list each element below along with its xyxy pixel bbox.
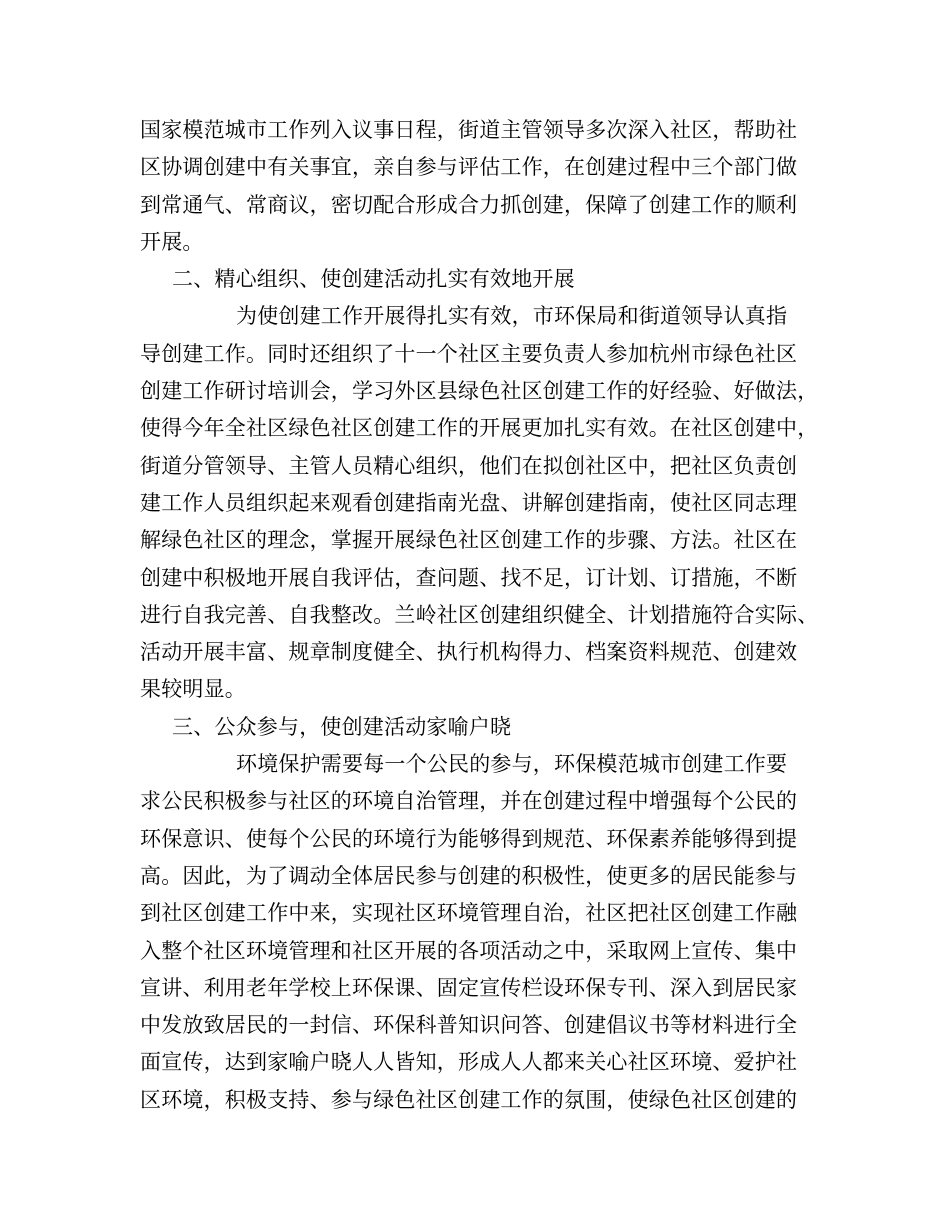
text-line: 创建中积极地开展自我评估，查问题、找不足，订计划、订措施，不断 [140, 565, 798, 590]
text-line: 街道分管领导、主管人员精心组织，他们在拟创社区中，把社区负责创 [140, 453, 798, 478]
text-line: 入整个社区环境管理和社区开展的各项活动之中，采取网上宣传、集中 [140, 938, 798, 963]
text-line: 区协调创建中有关事宜，亲自参与评估工作，在创建过程中三个部门做 [140, 155, 798, 180]
text-line: 到社区创建工作中来，实现社区环境管理自治，社区把社区创建工作融 [140, 901, 798, 926]
text-line: 求公民积极参与社区的环境自治管理，并在创建过程中增强每个公民的 [140, 789, 798, 814]
text-line: 环保意识、使每个公民的环境行为能够得到规范、环保素养能够得到提 [140, 826, 798, 851]
paragraph-first-line: 环境保护需要每一个公民的参与，环保模范城市创建工作要 [236, 752, 788, 777]
text-line: 宣讲、利用老年学校上环保课、固定宣传栏设环保专刊、深入到居民家 [140, 975, 798, 1000]
text-line: 国家模范城市工作列入议事日程，街道主管领导多次深入社区，帮助社 [140, 118, 798, 142]
text-line: 高。因此，为了调动全体居民参与创建的积极性，使更多的居民能参与 [140, 863, 798, 888]
paragraph-first-line: 为使创建工作开展得扎实有效，市环保局和街道领导认真指 [236, 304, 788, 329]
text-line: 使得今年全社区绿色社区创建工作的开展更加扎实有效。在社区创建中， [140, 416, 819, 441]
section-heading: 三、公众参与，使创建活动家喻户晓 [172, 714, 512, 739]
text-line: 中发放致居民的一封信、环保科普知识问答、创建倡议书等材料进行全 [140, 1013, 798, 1038]
text-line: 区环境，积极支持、参与绿色社区创建工作的氛围，使绿色社区创建的 [140, 1087, 798, 1112]
text-line: 解绿色社区的理念，掌握开展绿色社区创建工作的步骤、方法。社区在 [140, 528, 798, 553]
text-line: 果较明显。 [140, 677, 246, 702]
text-line: 创建工作研讨培训会，学习外区县绿色社区创建工作的好经验、好做法， [140, 379, 819, 404]
text-line: 到常通气、常商议，密切配合形成合力抓创建，保障了创建工作的顺利 [140, 192, 798, 217]
document-body [140, 112, 820, 1119]
text-line: 面宣传，达到家喻户晓人人皆知，形成人人都来关心社区环境、爱护社 [140, 1050, 798, 1075]
text-line: 开展。 [140, 229, 204, 254]
section-heading: 二、精心组织、使创建活动扎实有效地开展 [172, 267, 575, 292]
text-line: 导创建工作。同时还组织了十一个社区主要负责人参加杭州市绿色社区 [140, 341, 798, 366]
text-line: 活动开展丰富、规章制度健全、执行机构得力、档案资料规范、创建效 [140, 640, 798, 665]
text-line: 进行自我完善、自我整改。兰岭社区创建组织健全、计划措施符合实际、 [140, 602, 819, 627]
text-line: 建工作人员组织起来观看创建指南光盘、讲解创建指南，使社区同志理 [140, 490, 798, 515]
